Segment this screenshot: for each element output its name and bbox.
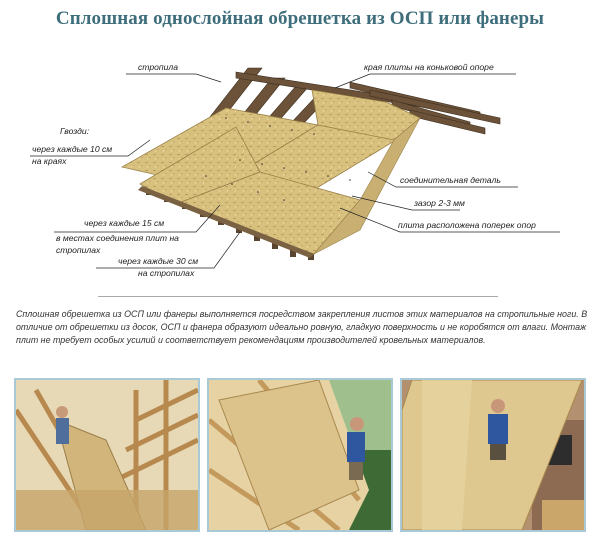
description-text: Сплошная обрешетка из ОСП или фанеры выполняется посредством закрепления листов этих материалов на стропильные ноги. В отличие от обрешетки из досок, ОСП и фанера образуют идеально ровную, гладкую поверхность и не коробятся от влаги. Монтаж плит не требует особых усилий и соответствует рекомендациям производителей кровельных материалов. xyxy=(16,309,588,346)
photo-installation-1 xyxy=(14,378,200,532)
label-in-joint-places: в местах соединения плит на xyxy=(56,233,179,243)
label-joint-detail: соединительная деталь xyxy=(400,175,501,185)
label-ridge-edges: края плиты на коньковой опоре xyxy=(364,62,494,72)
divider xyxy=(98,296,498,297)
label-on-rafters-2: на стропилах xyxy=(138,268,195,278)
photo-installation-2 xyxy=(207,378,393,532)
label-every-30cm: через каждые 30 см xyxy=(118,256,199,266)
label-gap: зазор 2-3 мм xyxy=(414,198,465,208)
label-rafters: стропила xyxy=(138,62,179,72)
label-nails: Гвозди: xyxy=(60,126,90,136)
label-every-10cm: через каждые 10 см xyxy=(32,144,113,154)
page-title: Сплошная однослойная обрешетка из ОСП или фанеры xyxy=(55,8,545,29)
roof-sheathing-diagram xyxy=(0,40,600,292)
label-panel-across: плита расположена поперек опор xyxy=(398,220,536,230)
photo-installation-3 xyxy=(400,378,586,532)
label-on-rafters-1: стропилах xyxy=(56,245,101,255)
label-every-15cm: через каждые 15 см xyxy=(84,218,165,228)
label-on-edges: на краях xyxy=(32,156,67,166)
